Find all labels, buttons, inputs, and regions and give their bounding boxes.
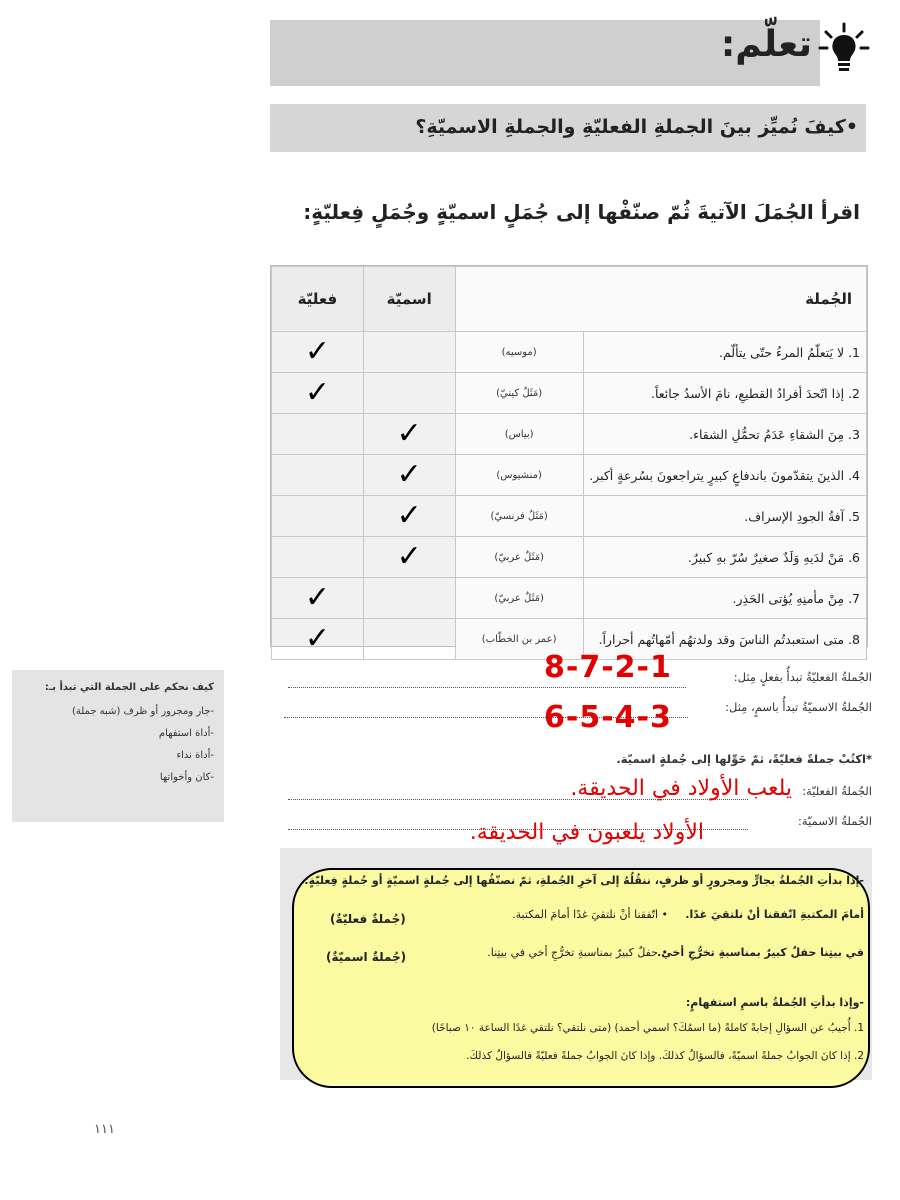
rules-example-1-label: (جُملةٌ فعليّةٌ)	[330, 912, 406, 926]
sentence-cell: 1. لا يَتعلّمُ المرءُ حتّى يتألّم.	[583, 332, 866, 373]
nominal-cell[interactable]	[363, 619, 455, 660]
verbal-cell[interactable]	[272, 537, 364, 578]
nominal-answer: 6-5-4-3	[544, 700, 672, 735]
checkmark-icon: ✓	[396, 498, 422, 533]
rules-example-2: في بيتِنا حفلٌ كبيرٌ بمناسبةِ تخرُّجِ أخي.	[657, 946, 864, 959]
nominal-cell[interactable]	[363, 537, 455, 578]
exercise-nominal-label: الجُملةُ الاسميّة:	[798, 814, 872, 828]
sentence-cell: 5. آفةُ الجودِ الإسراف.	[583, 496, 866, 537]
section-question: •كيفَ نُميِّز بينَ الجملةِ الفعليّةِ والجملةِ الاسميّةِ؟	[415, 116, 858, 138]
table-header-row	[272, 267, 867, 332]
verbal-cell[interactable]	[272, 414, 364, 455]
checkmark-icon: ✓	[396, 457, 422, 492]
checkmark-icon: ✓	[304, 375, 330, 410]
side-note-title: كيف نحكم على الجملة التي تبدأ بـ:	[44, 682, 214, 693]
exercise-verbal-label: الجُملةُ الفعليّة:	[802, 784, 872, 798]
side-note-item: -جار ومجرور أو ظرف (شبه جملة)	[71, 706, 214, 717]
author-cell: (مَثَلٌ عربيّ)	[455, 578, 583, 619]
sentence-cell: 8. متى استعبدتُم الناسَ وقد ولدتهُم أمّهاتُهم أحراراً.	[583, 619, 866, 660]
checkmark-icon: ✓	[396, 539, 422, 574]
table-row	[272, 414, 867, 455]
header-verbal: فعليّة	[272, 267, 364, 332]
rules-question-intro: -وإذا بدأتِ الجُملةُ باسمِ استفهامٍ:	[685, 996, 864, 1009]
side-note	[12, 670, 224, 822]
instruction-text: اقرأ الجُمَلَ الآتيةَ ثُمّ صنّفْها إلى جُمَلٍ اسميّةٍ وجُمَلٍ فِعليّةٍ:	[303, 200, 860, 224]
verbal-answer-line[interactable]	[288, 686, 686, 688]
rules-example-2-label: (جُملةٌ اسميّةٌ)	[326, 950, 407, 964]
verbal-cell[interactable]	[272, 496, 364, 537]
header-nominal: اسميّة	[363, 267, 455, 332]
author-cell: (مَثَلٌ فرنسيّ)	[455, 496, 583, 537]
checkmark-icon: ✓	[304, 334, 330, 369]
header-sentence: الجُملة	[455, 267, 866, 332]
verbal-cell[interactable]	[272, 619, 364, 660]
verbal-cell[interactable]	[272, 332, 364, 373]
table-row	[272, 455, 867, 496]
sentence-cell: 4. الذينَ يتقدّمونَ باندفاعٍ كبيرٍ يتراجعونَ بسُرعةٍ أكبر.	[583, 455, 866, 496]
verbal-answer: 8-7-2-1	[544, 650, 672, 685]
nominal-cell[interactable]	[363, 332, 455, 373]
nominal-cell[interactable]	[363, 455, 455, 496]
table-row	[272, 496, 867, 537]
side-note-item: -كان وأخواتها	[159, 772, 214, 783]
side-note-item: -أداة استفهام	[158, 728, 214, 739]
side-note-item: -أداة نداء	[176, 750, 214, 761]
author-cell: (بياس)	[455, 414, 583, 455]
sentence-cell: 3. مِنَ الشقاءِ عَدَمُ تحمُّلِ الشقاء.	[583, 414, 866, 455]
nominal-rule-label: الجُملةُ الاسميّةُ تبدأُ باسمٍ، مِثل:	[725, 700, 872, 714]
table-row	[272, 537, 867, 578]
exercise-verbal-answer: يلعب الأولاد في الحديقة.	[570, 776, 792, 801]
nominal-cell[interactable]	[363, 496, 455, 537]
nominal-cell[interactable]	[363, 414, 455, 455]
rules-example-1-moved: • اتّفقنا أنْ نلتقيَ غدًا أمامَ المكتبة.	[512, 908, 668, 921]
sentence-cell: 7. مِنْ مأمنِهِ يُؤتى الحَذِر.	[583, 578, 866, 619]
author-cell: (موسيه)	[455, 332, 583, 373]
rules-question-1: 1. أُجيبُ عن السؤالِ إجابةً كاملةً (ما اسمُكَ؟ اسمي أحمد) (متى نلتقي؟ نلتقي غدًا الساعة ١٠ صباحًا)	[431, 1022, 864, 1034]
sentence-cell: 6. مَنْ لدَيهِ وَلَدٌ صغيرٌ سُرّ بهِ كبيرٌ.	[583, 537, 866, 578]
table-row	[272, 578, 867, 619]
table-row	[272, 332, 867, 373]
exercise-prompt: *اكتُبْ جملةً فعليّةً، ثمّ حَوِّلها إلى جُملةٍ اسميّة.	[616, 752, 872, 766]
rules-example-2-moved: • حفلٌ كبيرٌ بمناسبةِ تخرُّجِ أخي في بيتِنا.	[487, 946, 668, 959]
rules-question-2: 2. إذا كانَ الجوابُ جملةً اسميّةً، فالسؤالُ كذلكَ. وإذا كانَ الجوابُ جملةً فعليّةً فالسؤالُ كذلكَ.	[466, 1050, 864, 1062]
author-cell: (مَثَلٌ عربيّ)	[455, 537, 583, 578]
page-title: تعلّم:	[720, 24, 812, 65]
verbal-cell[interactable]	[272, 455, 364, 496]
author-cell: (مَثَلٌ كينيّ)	[455, 373, 583, 414]
checkmark-icon: ✓	[396, 416, 422, 451]
rules-example-1: أمامَ المكتبةِ اتّفقنا أنْ نلتقيَ غدًا.	[685, 908, 864, 921]
lightbulb-icon	[818, 22, 870, 74]
nominal-cell[interactable]	[363, 373, 455, 414]
checkmark-icon: ✓	[304, 580, 330, 615]
classification-table	[270, 265, 868, 656]
table-row	[272, 373, 867, 414]
rules-intro: -إذا بدأتِ الجُملةُ بجارٍّ ومجرورٍ أو ظرفٍ، ننقُلُهُ إلى آخرِ الجُملةِ، ثمّ نصنّفُها إلى جُملةٍ اسميّةٍ أو جُملةٍ فِعليّةٍ:	[304, 874, 864, 887]
verbal-rule-label: الجُملةُ الفعليّةُ تبدأُ بفعلٍ مِثل:	[733, 670, 872, 684]
nominal-cell[interactable]	[363, 578, 455, 619]
author-cell: (عمر بن الخطّاب)	[455, 619, 583, 660]
author-cell: (منشيوس)	[455, 455, 583, 496]
page-number: ١١١	[94, 1122, 115, 1137]
exercise-nominal-answer: الأولاد يلعبون في الحديقة.	[469, 820, 704, 845]
verbal-cell[interactable]	[272, 373, 364, 414]
verbal-cell[interactable]	[272, 578, 364, 619]
sentence-cell: 2. إذا اتّحدَ أفرادُ القطيعِ، نامَ الأسدُ جائعاً.	[583, 373, 866, 414]
checkmark-icon: ✓	[304, 621, 330, 656]
